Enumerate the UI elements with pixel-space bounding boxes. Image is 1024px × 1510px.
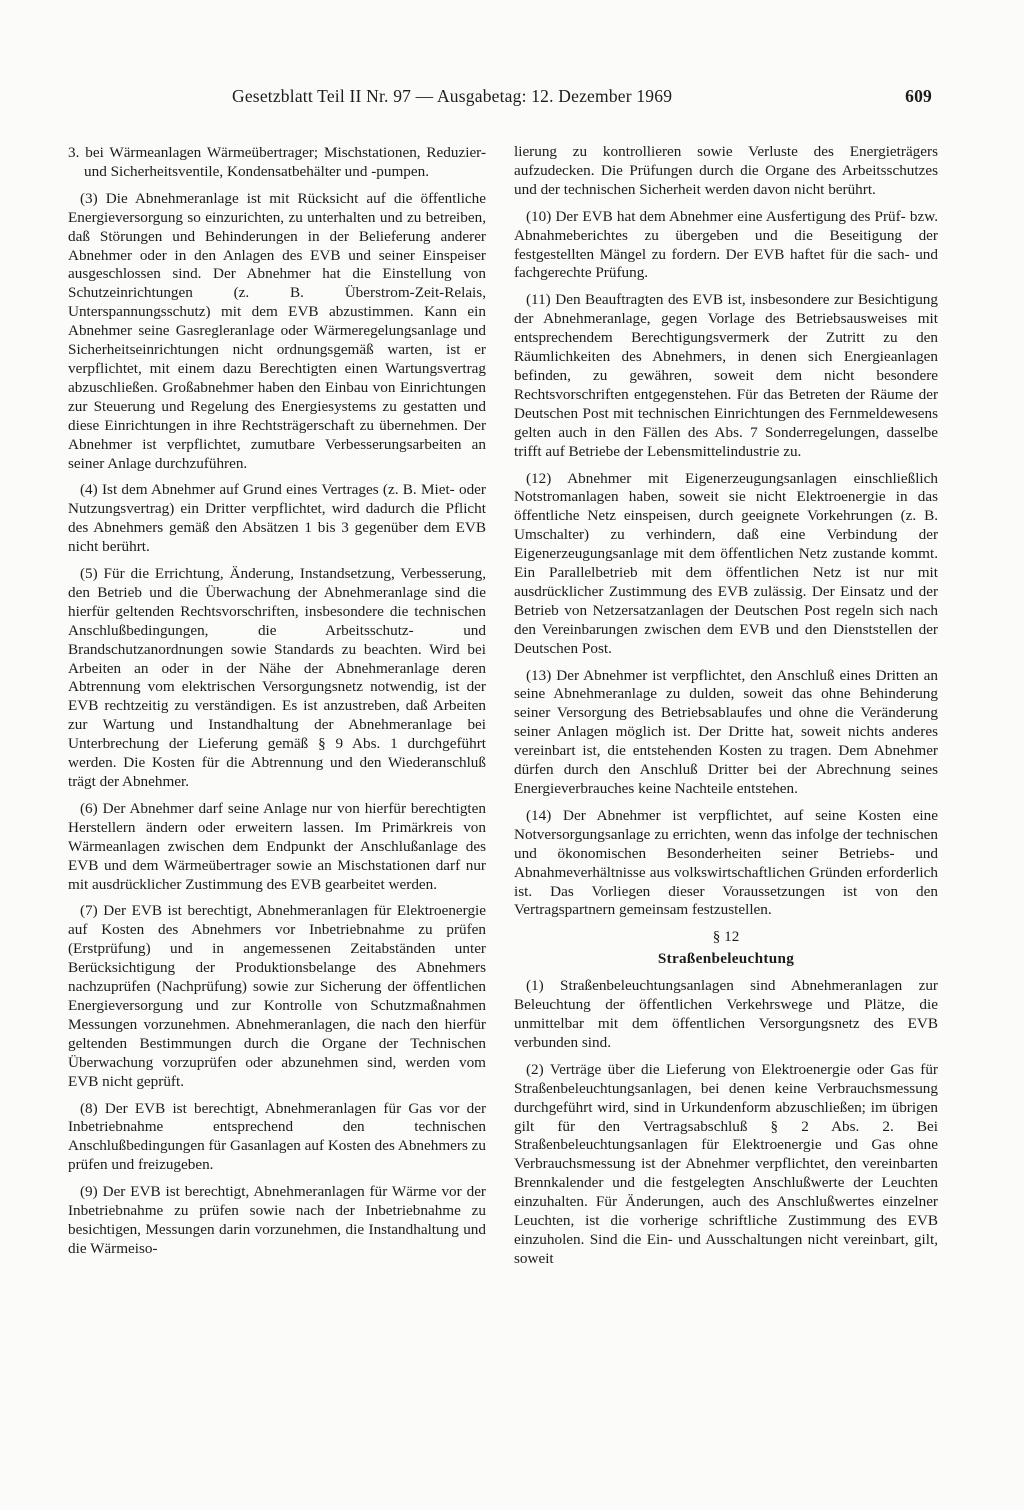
- paragraph: 3. bei Wärmeanlagen Wärmeübertrager; Mischstationen, Reduzier- und Sicherheitsventile, Kondensatbehälter und -pumpen.: [68, 144, 486, 180]
- left-column: [68, 144, 486, 1267]
- paragraph: (14) Der Abnehmer ist verpflichtet, auf seine Kosten eine Notversorgungsanlage zu errichten, wenn das infolge der technischen und ökonomischen Besonderheiten seiner Betriebs- und Abnahmeverhältnisse aus volkswirtschaftlichen Gründen erforderlich ist. Das Vorliegen dieser Voraussetzungen ist von den Vertragspartnern gemeinsam festzustellen.: [514, 806, 938, 919]
- section-number: § 12: [712, 928, 740, 946]
- page-number: 609: [905, 86, 932, 106]
- section-title: Straßenbeleuchtung: [657, 950, 795, 968]
- paragraph: (5) Für die Errichtung, Änderung, Instandsetzung, Verbesserung, den Betrieb und die Überwachung der Abnehmeranlage sind die hierfür geltenden Rechtsvorschriften, insbesondere die technischen Anschlußbedingungen, die Arbeitsschutz- und Brandschutzanordnungen sowie Standards zu beachten. Wird bei Arbeiten an oder in der Nähe der Abnehmeranlage deren Abtrennung vom elektrischen Versorgungsnetz notwendig, ist der EVB rechtzeitig zu verständigen. Es ist anzustreben, daß Arbeiten zur Wartung und Instandhaltung der Abnehmeranlage bei Unterbrechung der Lieferung gemäß § 9 Abs. 1 durchgeführt werden. Die Kosten für die Abtrennung und den Wiederanschluß trägt der Abnehmer.: [68, 565, 486, 790]
- paragraph: (2) Verträge über die Lieferung von Elektroenergie oder Gas für Straßenbeleuchtungsanlagen, bei denen keine Verbrauchsmessung durchgeführt wird, sind in Urkundenform abzuschließen; im übrigen gilt für den Vertragsabschluß § 2 Abs. 2. Bei Straßenbeleuchtungsanlagen für Elektroenergie und Gas ohne Verbrauchsmessung ist der Abnehmer verpflichtet, den vereinbarten Brennkalender und die festgelegten Anschlußwerte der Leuchten einzuhalten. Für Änderungen, auch des Anschlußwertes einzelner Leuchten, ist die vorherige schriftliche Zustimmung des EVB einzuholen. Sind die Ein- und Ausschaltungen nicht vereinbart, gilt, soweit: [514, 1060, 938, 1267]
- paragraph: (7) Der EVB ist berechtigt, Abnehmeranlagen für Elektroenergie auf Kosten des Abnehmers vor Inbetriebnahme zu prüfen (Erstprüfung) und in angemessenen Zeitabständen unter Berücksichtigung der Produktionsbelange des Abnehmers nachzuprüfen (Nachprüfung) sowie zur Sicherung der öffentlichen Energieversorgung und zur Kontrolle von Schutzmaßnahmen Messungen vorzunehmen. Abnehmeranlagen, die nach den hierfür geltenden Bestimmungen durch die Organe der Technischen Überwachung vorzuprüfen oder abzunehmen sind, werden vom EVB nicht geprüft.: [68, 902, 486, 1090]
- paragraph: (12) Abnehmer mit Eigenerzeugungsanlagen einschließlich Notstromanlagen haben, soweit sie nicht Elektroenergie in das öffentliche Netz einspeisen, durch geeignete Vorkehrungen (z. B. Umschalter) zu verhindern, daß eine Verbindung der Eigenerzeugungsanlage mit dem öffentlichen Netz zustande kommt. Ein Parallelbetrieb mit dem öffentlichen Netz ist nur mit ausdrücklicher Zustimmung des EVB zulässig. Der Einsatz und der Betrieb von Netzersatzanlagen der Deutschen Post regeln sich nach den Vereinbarungen zwischen dem EVB und den Dienststellen der Deutschen Post.: [514, 469, 938, 657]
- paragraph: (4) Ist dem Abnehmer auf Grund eines Vertrages (z. B. Miet- oder Nutzungsvertrag) ein Dritter verpflichtet, wird dadurch die Pflicht des Abnehmers gemäß den Absätzen 1 bis 3 gegenüber dem EVB nicht berührt.: [68, 481, 486, 556]
- paragraph: (13) Der Abnehmer ist verpflichtet, den Anschluß eines Dritten an seine Abnehmeranlage zu dulden, soweit das ohne Behinderung seiner Versorgung des Betriebsablaufes und ohne die Veränderung seiner Anlagen möglich ist. Der Dritte hat, soweit nichts anderes vereinbart ist, die entstehenden Kosten zu tragen. Dem Abnehmer dürfen durch den Anschluß Dritter bei der Abrechnung seines Energieverbrauches keine Nachteile entstehen.: [514, 666, 938, 797]
- paragraph: (11) Den Beauftragten des EVB ist, insbesondere zur Besichtigung der Abnehmeranlage, gegen Vorlage des Betriebsausweises mit entsprechendem Berechtigungsvermerk der Zutritt zu den Räumlichkeiten des Abnehmers, in denen sich Energieanlagen befinden, zu gewähren, soweit dem nicht besondere Rechtsvorschriften entgegenstehen. Für das Betreten der Räume der Deutschen Post mit technischen Einrichtungen des Fernmeldewesens gelten auch in den Fällen des Abs. 7 Sonderregelungen, dasselbe trifft auf Betriebe der Lebensmittelindustrie zu.: [514, 291, 938, 460]
- page-header: [232, 86, 932, 112]
- paragraph: lierung zu kontrollieren sowie Verluste des Energieträgers aufzudecken. Die Prüfungen durch die Organe des Arbeitsschutzes und der technischen Sicherheit werden davon nicht berührt.: [514, 143, 938, 198]
- header-title: Gesetzblatt Teil II Nr. 97 — Ausgabetag: 12. Dezember 1969: [232, 86, 673, 106]
- paragraph: (1) Straßenbeleuchtungsanlagen sind Abnehmeranlagen zur Beleuchtung der öffentlichen Verkehrswege und Plätze, die unmittelbar mit dem öffentlichen Versorgungsnetz des EVB verbunden sind.: [514, 977, 938, 1051]
- paragraph: (3) Die Abnehmeranlage ist mit Rücksicht auf die öffentliche Energieversorgung so einzurichten, zu unterhalten und zu betreiben, daß Störungen und Behinderungen in der Belieferung anderer Abnehmer oder in den Anlagen des EVB und seiner Einspeiser ausgeschlossen sind. Der Abnehmer hat die Einstellung von Schutzeinrichtungen (z. B. Überstrom-Zeit-Relais, Unterspannungsschutz) mit dem EVB abzustimmen. Kann ein Abnehmer seine Gasregleranlage oder Wärmeregelungsanlage und Sicherheitseinrichtungen nicht ordnungsgemäß warten, ist er verpflichtet, mit einem dazu Berechtigten einen Wartungsvertrag abzuschließen. Großabnehmer haben den Einbau von Einrichtungen zur Steuerung und Regelung des Energiesystems zu gestatten und diese Einrichtungen in ihre Rechtsträgerschaft zu übernehmen. Der Abnehmer ist verpflichtet, zumutbare Verbesserungsarbeiten an seiner Anlage durchzuführen.: [68, 189, 486, 472]
- paragraph: (8) Der EVB ist berechtigt, Abnehmeranlagen für Gas vor der Inbetriebnahme entsprechend den technischen Anschlußbedingungen für Gasanlagen auf Kosten des Abnehmers zu prüfen und freizugeben.: [68, 1099, 486, 1174]
- paragraph: (6) Der Abnehmer darf seine Anlage nur von hierfür berechtigten Herstellern ändern oder erweitern lassen. Im Primärkreis von Wärmeanlagen zwischen dem Endpunkt der Anschlußanlage des EVB und dem Wärmeübertrager sowie an Mischstationen darf nur mit ausdrücklicher Zustimmung des EVB gearbeitet werden.: [68, 799, 486, 893]
- paragraph: (10) Der EVB hat dem Abnehmer eine Ausfertigung des Prüf- bzw. Abnahmeberichtes zu übergeben und die Beseitigung der festgestellten Mängel zu fordern. Der EVB haftet für die sach- und fachgerechte Prüfung.: [514, 207, 938, 282]
- paragraph: (9) Der EVB ist berechtigt, Abnehmeranlagen für Wärme vor der Inbetriebnahme zu prüfen sowie nach der Inbetriebnahme zu besichtigen, Messungen darin vorzunehmen, die Instandhaltung und die Wärmeiso-: [68, 1183, 486, 1257]
- right-column: [514, 143, 938, 1277]
